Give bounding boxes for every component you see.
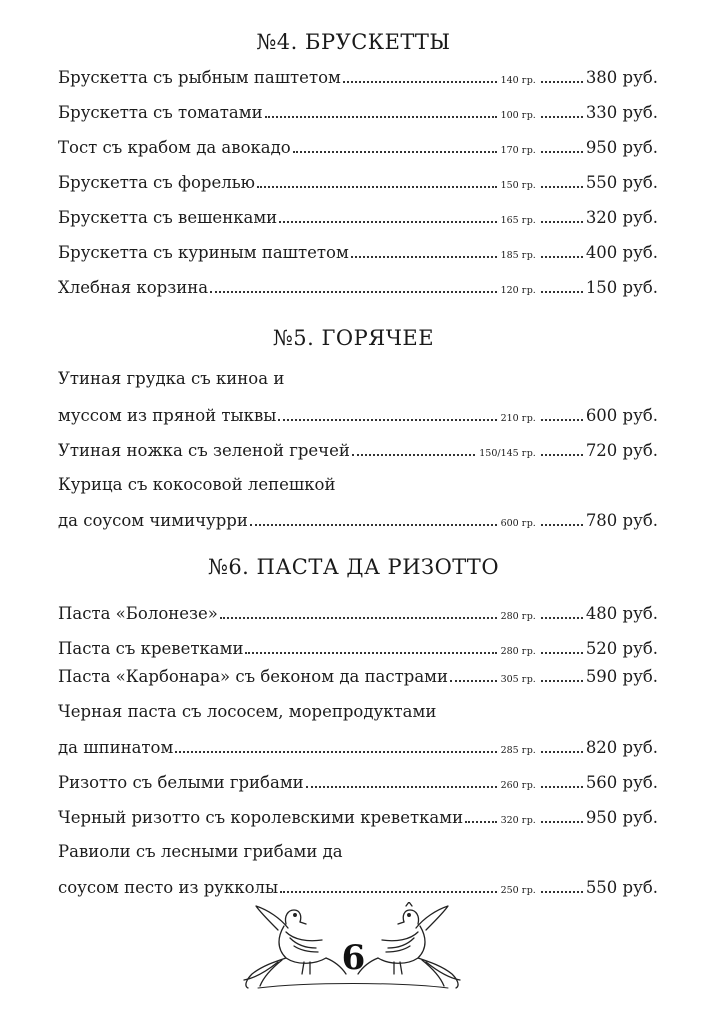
leader-dots bbox=[279, 207, 496, 223]
item-name-line1: Черная паста съ лососем, морепродуктами bbox=[58, 702, 437, 721]
leader-dots bbox=[541, 207, 583, 223]
item-weight: 120 гр. bbox=[500, 285, 536, 296]
menu-item bbox=[58, 877, 658, 901]
item-price: 950 руб. bbox=[585, 808, 658, 827]
menu-item bbox=[58, 603, 658, 627]
item-price: 320 руб. bbox=[585, 208, 658, 227]
item-price: 480 руб. bbox=[585, 604, 658, 623]
item-weight: 280 гр. bbox=[500, 611, 536, 622]
leader-dots bbox=[541, 603, 583, 619]
item-weight: 150/145 гр. bbox=[479, 448, 536, 459]
leader-dots bbox=[541, 638, 583, 654]
leader-dots bbox=[293, 137, 497, 153]
menu-item bbox=[58, 242, 658, 266]
item-weight: 100 гр. bbox=[500, 110, 536, 121]
leader-dots bbox=[541, 277, 583, 293]
menu-item bbox=[58, 638, 658, 662]
leader-dots bbox=[245, 638, 496, 654]
menu-item bbox=[58, 405, 658, 429]
item-name: соусом песто из рукколы bbox=[58, 878, 279, 897]
item-price: 520 руб. bbox=[585, 639, 658, 658]
leader-dots bbox=[220, 603, 497, 619]
leader-dots bbox=[541, 807, 583, 823]
leader-dots bbox=[280, 877, 496, 893]
section-title-hot: №5. ГОРЯЧЕЕ bbox=[272, 326, 435, 350]
item-name: Брускетта съ форелью bbox=[58, 173, 256, 192]
leader-dots bbox=[541, 405, 583, 421]
item-weight: 305 гр. bbox=[500, 674, 536, 685]
leader-dots bbox=[265, 102, 497, 118]
item-price: 560 руб. bbox=[585, 773, 658, 792]
menu-item bbox=[58, 67, 658, 91]
item-name: Паста «Болонезе» bbox=[58, 604, 218, 623]
item-price: 780 руб. bbox=[585, 511, 658, 530]
menu-item bbox=[58, 737, 658, 761]
leader-dots bbox=[541, 666, 583, 682]
leader-dots bbox=[541, 877, 583, 893]
item-name: Черный ризотто съ королевскими креветками bbox=[58, 808, 464, 827]
leader-dots bbox=[343, 67, 497, 83]
item-name: да соусом чимичурри bbox=[58, 511, 248, 530]
menu-item bbox=[58, 102, 658, 126]
leader-dots bbox=[250, 510, 497, 526]
item-name: Хлебная корзина bbox=[58, 278, 209, 297]
leader-dots bbox=[541, 772, 583, 788]
leader-dots bbox=[541, 737, 583, 753]
item-weight: 260 гр. bbox=[500, 780, 536, 791]
item-weight: 320 гр. bbox=[500, 815, 536, 826]
leader-dots bbox=[541, 102, 583, 118]
leader-dots bbox=[257, 172, 497, 188]
leader-dots bbox=[352, 440, 475, 456]
item-price: 720 руб. bbox=[585, 441, 658, 460]
menu-item bbox=[58, 137, 658, 161]
leader-dots bbox=[450, 666, 497, 682]
item-weight: 285 гр. bbox=[500, 745, 536, 756]
leader-dots bbox=[306, 772, 497, 788]
section-title-pasta-risotto: №6. ПАСТА ДА РИЗОТТО bbox=[207, 555, 500, 579]
item-name: Брускетта съ куриным паштетом bbox=[58, 243, 349, 262]
item-name: Брускетта съ вешенками bbox=[58, 208, 278, 227]
item-price: 550 руб. bbox=[585, 878, 658, 897]
item-name: Брускетта съ рыбным паштетом bbox=[58, 68, 341, 87]
item-weight: 150 гр. bbox=[500, 180, 536, 191]
item-name-line1: Курица съ кокосовой лепешкой bbox=[58, 475, 336, 494]
menu-item bbox=[58, 510, 658, 534]
menu-item bbox=[58, 277, 658, 301]
item-weight: 250 гр. bbox=[500, 885, 536, 896]
item-name-line1: Утиная грудка съ киноа и bbox=[58, 369, 285, 388]
leader-dots bbox=[541, 137, 583, 153]
leader-dots bbox=[465, 807, 497, 823]
item-name: Паста «Карбонара» съ беконом да пастрами bbox=[58, 667, 448, 686]
page-number: 6 bbox=[341, 938, 366, 978]
item-name-line1: Равиоли съ лесными грибами да bbox=[58, 842, 343, 861]
item-weight: 165 гр. bbox=[500, 215, 536, 226]
item-price: 820 руб. bbox=[585, 738, 658, 757]
item-weight: 280 гр. bbox=[500, 646, 536, 657]
leader-dots bbox=[541, 510, 583, 526]
item-name: муссом из пряной тыквы bbox=[58, 406, 277, 425]
item-price: 330 руб. bbox=[585, 103, 658, 122]
leader-dots bbox=[175, 737, 496, 753]
item-weight: 140 гр. bbox=[500, 75, 536, 86]
item-name: Утиная ножка съ зеленой гречей bbox=[58, 441, 350, 460]
menu-item bbox=[58, 807, 658, 831]
item-price: 590 руб. bbox=[585, 667, 658, 686]
item-weight: 170 гр. bbox=[500, 145, 536, 156]
item-weight: 185 гр. bbox=[500, 250, 536, 261]
menu-item bbox=[58, 772, 658, 796]
menu-item bbox=[58, 440, 658, 464]
item-name: Брускетта съ томатами bbox=[58, 103, 263, 122]
menu-item bbox=[58, 172, 658, 196]
item-price: 400 руб. bbox=[585, 243, 658, 262]
item-name: да шпинатом bbox=[58, 738, 174, 757]
leader-dots bbox=[541, 172, 583, 188]
leader-dots bbox=[210, 277, 497, 293]
item-name: Тост съ крабом да авокадо bbox=[58, 138, 291, 157]
leader-dots bbox=[278, 405, 496, 421]
leader-dots bbox=[541, 440, 583, 456]
item-price: 550 руб. bbox=[585, 173, 658, 192]
menu-item bbox=[58, 666, 658, 690]
section-title-bruschetta: №4. БРУСКЕТТЫ bbox=[256, 30, 451, 54]
item-price: 150 руб. bbox=[585, 278, 658, 297]
item-price: 950 руб. bbox=[585, 138, 658, 157]
leader-dots bbox=[541, 67, 583, 83]
item-weight: 210 гр. bbox=[500, 413, 536, 424]
item-name: Паста съ креветками bbox=[58, 639, 244, 658]
item-price: 600 руб. bbox=[585, 406, 658, 425]
item-weight: 600 гр. bbox=[500, 518, 536, 529]
menu-item bbox=[58, 207, 658, 231]
item-price: 380 руб. bbox=[585, 68, 658, 87]
leader-dots bbox=[351, 242, 497, 258]
leader-dots bbox=[541, 242, 583, 258]
item-name: Ризотто съ белыми грибами bbox=[58, 773, 304, 792]
